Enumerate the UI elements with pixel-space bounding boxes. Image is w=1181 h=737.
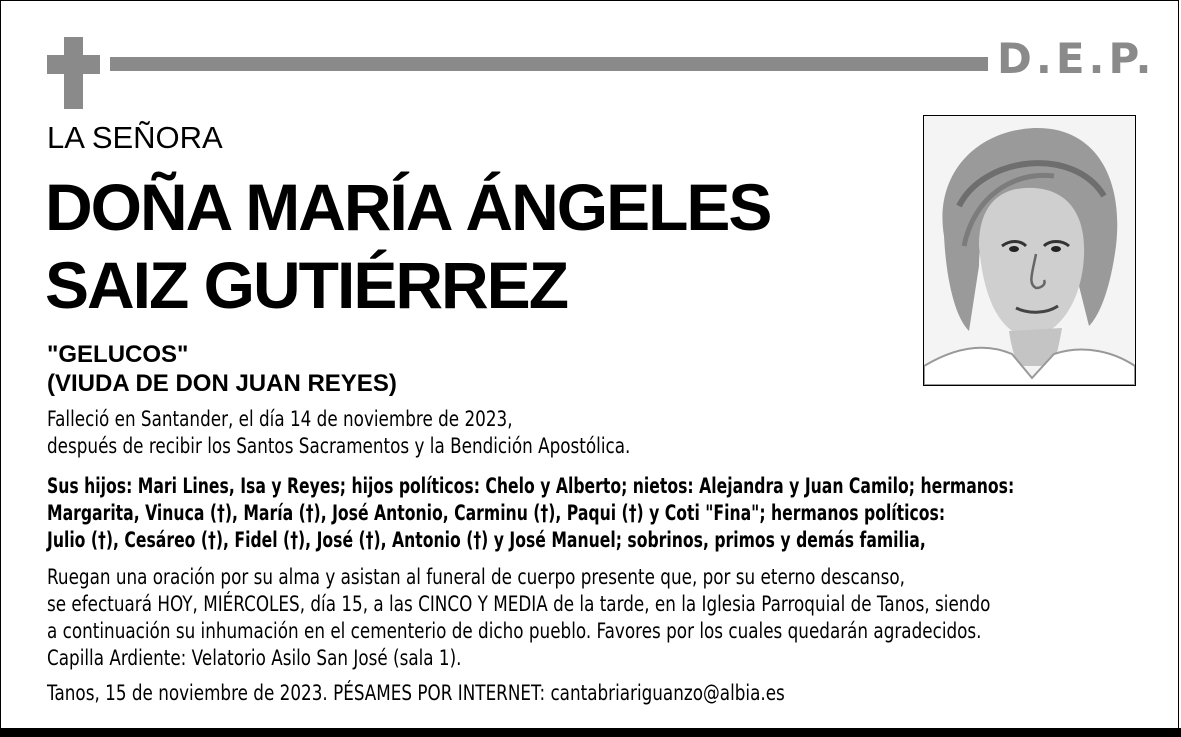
alias-block (47, 340, 397, 398)
bottom-bar (0, 728, 1181, 737)
portrait-photo (923, 115, 1136, 386)
family-line-2: Margarita, Vinuca (†), María (†), José Antonio, Carminu (†), Paqui (†) y Coti "Fina"; hermanos políticos: (47, 501, 946, 525)
death-notice (47, 406, 630, 460)
funeral-notice (47, 564, 990, 672)
nickname: "GELUCOS" (47, 341, 189, 368)
funeral-line-4: Capilla Ardiente: Velatorio Asilo San José (sala 1). (47, 646, 462, 670)
funeral-line-2: se efectuará HOY, MIÉRCOLES, día 15, a las CINCO Y MEDIA de la tarde, en la Iglesia Parroquial de Tanos, siendo (47, 592, 991, 616)
family-line-3: Julio (†), Cesáreo (†), Fidel (†), José (†), Antonio (†) y José Manuel; sobrinos, primos y demás familia, (47, 528, 926, 552)
death-line-1: Falleció en Santander, el día 14 de noviembre de 2023, (47, 407, 513, 431)
title-label: LA SEÑORA (47, 120, 223, 155)
family-line-1: Sus hijos: Mari Lines, Isa y Reyes; hijos políticos: Chelo y Alberto; nietos: Alejandra y Juan Camilo; hermanos: (47, 474, 1015, 498)
name-line-1: DOÑA MARÍA ÁNGELES (45, 170, 771, 244)
funeral-line-3: a continuación su inhumación en el cementerio de dicho pueblo. Favores por los cuales quedarán agradecidos. (47, 619, 982, 643)
portrait-image (924, 116, 1135, 385)
name-line-2: SAIZ GUTIÉRREZ (45, 248, 568, 322)
footer-note: Tanos, 15 de noviembre de 2023. PÉSAMES POR INTERNET: cantabriariguanzo@albia.es (47, 681, 785, 705)
death-line-2: después de recibir los Santos Sacramentos y la Bendición Apostólica. (47, 434, 631, 458)
cross-icon-bar (47, 55, 100, 74)
widow-note: (VIUDA DE DON JUAN REYES) (47, 370, 397, 397)
deceased-name (45, 168, 770, 324)
funeral-line-1: Ruegan una oración por su alma y asistan al funeral de cuerpo presente que, por su eterno descanso, (47, 565, 905, 589)
header-rule (110, 57, 988, 71)
dep-label: D.E.P. (997, 34, 1156, 83)
family-list (47, 473, 1014, 554)
